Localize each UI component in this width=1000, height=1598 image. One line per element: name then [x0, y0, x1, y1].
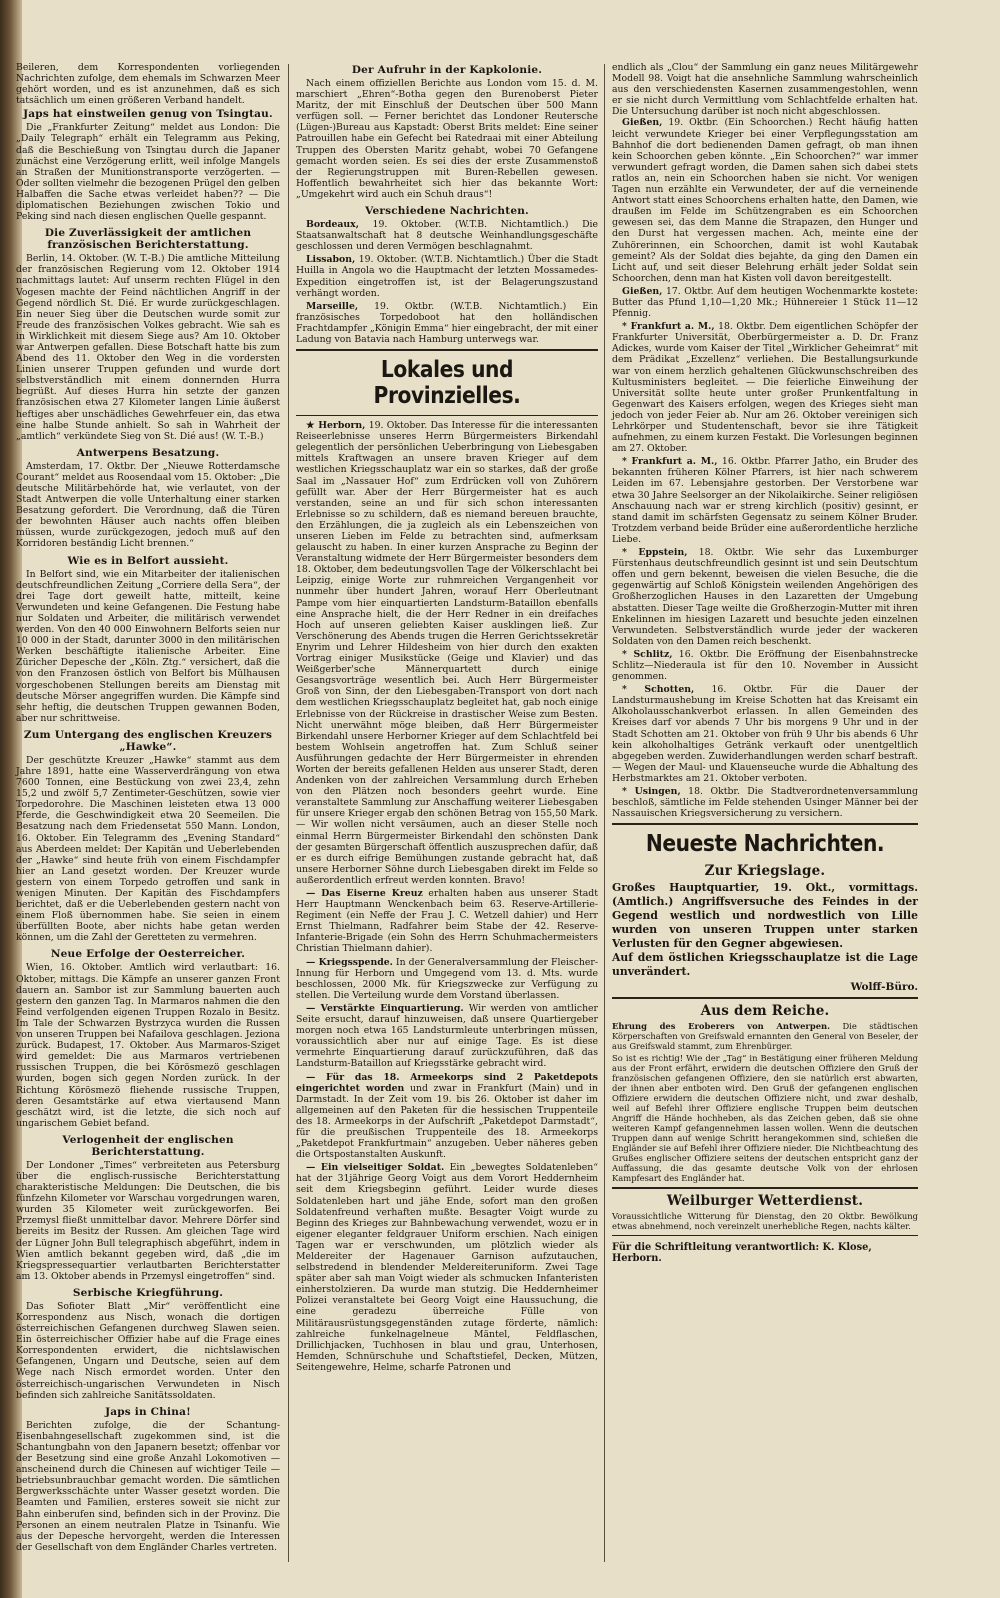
war-report: Großes Hauptquartier, 19. Okt., vormittags. (Amtlich.) Angriffsversuche des Feindes in der Gegend westlich und nordwestlich von Lille wurden von unseren Truppen unter starken Verlusten für den Gegner abgewiesen. [612, 881, 918, 951]
article-heading: Verlogenheit der englischen Berichterstattung. [62, 1133, 234, 1158]
local-banner: Lokales und Provinzielles. [373, 357, 521, 410]
news-dateline: * Frankfurt a. M., [622, 456, 718, 468]
intro-text: Beileren, dem Korrespondenten vorliegenden Nachrichten zufolge, dem ehemals im Schwarzen Meer gehört worden, und es ist anzunehmen, daß es sich tatsächlich um einen größeren Verband handelt. [16, 62, 280, 107]
regional-news [612, 117, 918, 819]
article-heading: Wie es in Belfort aussieht. [67, 554, 229, 567]
news-dateline: * Schotten, [622, 684, 695, 696]
news-dateline: Marseille, [306, 300, 359, 312]
reich-heading: Aus dem Reiche. [700, 1003, 830, 1020]
news-dateline: * Frankfurt a. M., [622, 321, 715, 333]
article [16, 729, 280, 944]
column-rule [288, 64, 289, 1562]
divider [296, 349, 598, 351]
news-item [612, 786, 918, 819]
news-dateline: * Schlitz, [622, 648, 673, 660]
news-text: 19. Oktbr. (Ein Schoorchen.) Recht häufig hatten leicht verwundete Krieger bei einer Verpflegungsstation am Bahnhof die dort bedienenden Damen gefragt, ob man ihnen kein Schoorchen geben könnte. „Ein Schoorchen?“ war immer verwundert gefragt worden, die Damen sahen sich dabei stets ratlos an, nein ein Schoorchen haben sie nicht. Vor wenigen Tagen nun erzählte ein Verwundeter, der auf die verneinende Antwort statt eines Schoorchens erhalten hatte, den Damen, wie draußen im Felde im Schützengraben es ein Schoorchen gewesen sei, das dem Manne die Strapazen, den Hunger und den Durst hat vergessen machen. Ach, meinte eine der Zuhörerinnen, ein Schoorchen, damit ist wohl Kautabak gemeint? Als der Soldat dies bejahte, da ging den Damen ein Licht auf, und seit dieser Belehrung erhält jeder Soldat sein Schoorchen, denn man hat Kisten voll davon bereitgestellt. [612, 117, 918, 284]
column-1 [16, 62, 280, 1558]
article-body: Der Londoner „Times“ verbreiteten aus Petersburg über die englisch-russische Berichterstattung charakteristische Meldungen: Die Deutschen, die bis fünfzehn Kilometer vor Warschau vorgedrungen waren, wurden 35 Kilometer weit zurückgeworfen. Bei Przemysl fließt unmittelbar davor. Mehrere Dörfer sind bereits im Besitz der Russen. Am gleichen Tage wird der Lügner John Bull telegraphisch abgeführt, indem in Wien amtlich bekannt gegeben wird, daß „die im Kriegspressequartier verlautbarten Berichterstatter am 13. Oktober abends in Przemysl eingetroffen“ sind. [16, 1159, 280, 1282]
article [16, 1134, 280, 1282]
news-text: 18. Oktbr. Wie sehr das Luxemburger Fürstenhaus deutschfreundlich gesinnt ist und sein Deutschtum offen und gern bekennt, beweisen die vielen Besuche, die die gegenwärtig auf Schloß Königstein weilenden Angehörigen des Großherzoglichen Hauses in den Lazaretten der Umgebung abstatten. Dieser Tage weilte die Großherzogin-Mutter mit ihren Enkelinnen im hiesigen Lazarett und besuchte jeden einzelnen Verwundeten. Selbstverständlich wurde jeder der wackeren Soldaten von den Damen reich beschenkt. [612, 547, 918, 647]
news-dateline: — Für das 18. Armeekorps sind 2 Paketdepots eingerichtet worden [296, 1071, 598, 1094]
article-heading: Die Zuverlässigkeit der amtlichen französischen Berichterstattung. [44, 227, 252, 252]
news-text: 18. Oktbr. Dem eigentlichen Schöpfer der Frankfurter Universität, Oberbürgermeister a. D. Dr. Franz Adickes, wurde vom Kaiser der Titel „Wirklicher Geheimrat“ mit dem Prädikat „Exzellenz“ verliehen. Die Bestallungsurkunde war von einem herzlich gehaltenen Glückwunschschreiben des Kultusministers begleitet. — Die feierliche Einweihung der Universität sollte heute unter großer Prunkentfaltung in Gegenwart des Kaisers erfolgen, wegen des Krieges sieht man jedoch von jeder Feier ab. Nur am 26. Oktober vereinigen sich Lehrkörper und Studentenschaft, bevor sie ihre Tätigkeit aufnehmen, zu einem kurzen Festakt. Die Vorlesungen beginnen am 27. Oktober. [612, 321, 918, 455]
news-dateline: Gießen, [622, 285, 663, 297]
article-body: Die „Frankfurter Zeitung“ meldet aus London: Die „Daily Telegraph“ erhält ein Telegramm aus Peking, daß die Beschießung von Tsingtau durch die Japaner zunächst eine Verzögerung erlitt, weil infolge Mangels an Straßen der Munitionstransporte verzögerten. — Oder sollten vielmehr die bezogenen Prügel den gelben Halbaffen die Sache etwas verleidet haben?? — Die diplomatischen Beziehungen zwischen Tokio und Peking sind nach diesen englischen Quelle gespannt. [16, 122, 280, 223]
news-dateline: — Kriegsspende. [306, 956, 393, 968]
weather-text: Voraussichtliche Witterung für Dienstag, den 20 Oktbr. Bewölkung etwas abnehmend, noch vereinzelt unerhebliche Regen, nachts kälter. [612, 1211, 918, 1232]
news-text: erhalten haben aus unserer Stadt Herr Hauptmann Wenckenbach beim 63. Reserve-Artillerie-Regiment (ein Neffe der Frau J. C. Wetzell dahier) und Herr Ernst Thielmann, Radfahrer beim Stabe der 42. Reserve-Infanterie-Brigade (ein Sohn des Herrn Schuhmachermeisters Christian Thielmann dahier). [296, 888, 598, 955]
article-body: Das Sofioter Blatt „Mir“ veröffentlicht eine Korrespondenz aus Nisch, wonach die dortigen österreichischen Gefangenen durchweg Slawen seien. Ein österreichischer Offizier habe auf die Frage eines Korrespondenten erwidert, die nichtslawischen Gefangenen, Ungarn und Deutsche, seien auf dem Wege nach Nisch ermordet worden. Unter den österreichisch-ungarischen Verwundeten in Nisch befinden sich zahlreiche Sanitätssoldaten. [16, 1300, 280, 1401]
news-text: 16. Oktbr. Die Eröffnung der Eisenbahnstrecke Schlitz—Niederaula ist für den 10. November in Aussicht genommen. [612, 648, 919, 683]
column-rule [604, 64, 605, 1562]
misc-news [296, 219, 598, 345]
column-2-top-articles [296, 64, 598, 200]
divider [296, 415, 598, 416]
column-1-articles [16, 108, 280, 1553]
news-item [612, 649, 918, 682]
divider [612, 823, 918, 825]
reich-article: So ist es richtig! Wie der „Tag“ in Bestätigung einer früheren Meldung aus der Front erfährt, erwidern die deutschen Offiziere den Gruß der französischen gefangenen Offiziere, den sie natürlich erst abwarten, der ihnen aber entboten wird. Den Gruß der gefangenen englischen Offiziere erwidern die deutschen Offiziere nicht, und zwar deshalb, weil auf Befehl ihrer Offiziere englische Truppen beim deutschen Angriff die Hände hochheben, als das Zeichen geben, daß sie ohne weiteren Kampf gefangennehmen lassen wollen. Wenn die deutschen Truppen dann auf wenige Schritt herangekommen sind, schießen die Engländer sie auf Befehl ihrer Offiziere nieder. Die Nichtbeachtung des Grußes englischer Offiziere seitens der deutschen entspricht ganz der Auffassung, die das gesamte deutsche Volk von der ehrlosen Kampfesart des Engländer hat. [612, 1053, 918, 1184]
news-text: und zwar in Frankfurt (Main) und in Darmstadt. In der Zeit vom 19. bis 26. Oktober ist daher im allgemeinen auf den Paketen für die hessischen Truppenteile des 18. Armeekorps in der Aufschrift „Paketdepot Darmstadt“, für die preußischen Truppenteile des 18. Armeekorps „Paketdepot Frankfurtmain“ anzugeben. Ueber näheres geben die Ortspostanstalten Auskunft. [296, 1082, 598, 1161]
article-heading: Serbische Kriegführung. [72, 1286, 224, 1299]
continued-text: endlich als „Clou“ der Sammlung ein ganz neues Militärgewehr Modell 98. Voigt hat die ansehnliche Sammlung wahrscheinlich aus den verschiedensten Kasernen zusammengestohlen, wenn er sie nicht durch Vermittlung vom Schlachtfelde erhalten hat. Die Untersuchung darüber ist noch nicht abgeschlossen. [612, 62, 918, 118]
news-item [296, 1162, 598, 1373]
news-text: 19. Oktober. Das Interesse für die interessanten Reiseerlebnisse unseres Herrn Bürgermeisters Birkendahl gelegentlich der persönlichen Ueberbringung von Liebesgaben mittels Kraftwagen an unsere braven Krieger auf dem westlichen Kriegsschauplatz war ein so starkes, daß der große Saal im „Nassauer Hof“ zum Erdrücken voll von Zuhörern gefüllt war. Aber der Herr Bürgermeister hat es auch verstanden, seine an und für sich schon interessanten Erlebnisse so zu schildern, daß es niemand bereuen brauchte, den Erzählungen, die ja zugleich als ein Lebenszeichen von unseren Lieben im Felde zu betrachten sind, aufmerksam gelauscht zu haben. In einer kurzen Ansprache zu Beginn der Veranstaltung widmete der Herr Bürgermeister besonders dem 18. Oktober, dem bedeutungsvollen Tage der Völkerschlacht bei Leipzig, einige Worte zur ruhmreichen Vergangenheit vor nunmehr über hundert Jahren, worauf Herr Oberleutnant Pampe vom hier einquartierten Landsturm-Bataillon ebenfalls eine Ansprache hielt, die der Herr Redner in ein dreifaches Hoch auf unseren geliebten Kaiser ausklingen ließ. Zur Verschönerung des Abends trugen die Herren Gerichtssekretär Enyrim und Lehrer Hildesheim von hier durch den exakten Vortrag einiger Musikstücke (Geige und Klavier) und das Weißgerber'sche Männerquartett durch einige Gesangsvorträge wesentlich bei. Auch Herr Bürgermeister Groß von Sinn, der den Liebesgaben-Transport von dort nach dem westlichen Kriegsschauplatz begleitet hat, gab noch einige Erlebnisse von der Rückreise in drastischer Weise zum Besten. Nicht unerwähnt möge bleiben, daß Herr Bürgermeister Birkendahl unsere Herborner Krieger auf dem Schlachtfeld bei bestem Wohlsein angetroffen hat. Zum Schluß seiner Ausführungen gedachte der Herr Bürgermeister in ehrenden Worten der bereits gefallenen Helden aus unserer Stadt, deren Andenken von der zahlreichen Versammlung durch Erheben von den Plätzen noch besonders geehrt wurde. Eine veranstaltete Sammlung zur Anschaffung weiterer Liebesgaben für unsere Krieger ergab den schönen Betrag von 155,50 Mark. — Wir wollen nicht versäumen, auch an dieser Stelle noch einmal Herrn Bürgermeister Birkendahl den schönsten Dank der gesamten Bürgerschaft öffentlich auszusprechen dafür, daß er es durch eifrige Bemühungen zustande gebracht hat, daß unsere Herborner Söhne durch Liebesgaben direkt im Felde so außerordentlich erfreut werden konnten. Bravo! [296, 420, 598, 886]
news-item [612, 547, 918, 647]
news-dateline: ★ Herborn, [306, 420, 366, 432]
war-signoff: Wolff-Büro. [850, 981, 918, 994]
divider [612, 1235, 918, 1236]
news-text: 18. Oktbr. Die Stadtverordnetenversammlung beschloß, sämtliche im Felde stehenden Usinger Männer bei der Nassauischen Kriegsversicherung zu versichern. [612, 786, 918, 820]
news-text: 19. Oktbr. (W.T.B. Nichtamtlich.) Ein französisches Torpedoboot hat den holländischen Frachtdampfer „Königin Emma“ hier eingebracht, der mit einer Ladung von Batavia nach Hamburg unterwegs war. [296, 300, 598, 345]
article-body: Berlin, 14. Oktober. (W. T.-B.) Die amtliche Mitteilung der französischen Regierung vom 12. Oktober 1914 nachmittags lautet: Auf unserm rechten Flügel in den Vogesen machte der Feind nächtlichen Angriff in der Gegend nördlich St. Dié. Er wurde zurückgeschlagen. Ein neuer Sieg über die Deutschen wurde somit zur Freude des französischen Volkes gebracht. Wie sah es in Wirklichkeit mit diesem Siege aus? Am 10. Oktober war Antwerpen gefallen. Diese Botschaft hatte bis zum Abend des 11. Oktober den Weg in die vordersten Linien unserer Truppen gefunden und wurde dort selbstverständlich mit einem donnernden Hurra begrüßt. Auf dieses Hurra hin setzte der ganzen französischen etwa 27 Kilometer langen Linie äußerst heftiges aber unschädliches Gewehrfeuer ein, das etwa eine halbe Stunde anhielt. So sah in Wahrheit der „amtlich“ verkündete Sieg von St. Dié aus! (W. T.-B.) [16, 253, 280, 442]
news-dateline: Lissabon, [306, 254, 356, 266]
news-item [296, 1072, 598, 1161]
news-text: Wir werden von amtlicher Seite ersucht, darauf hinzuweisen, daß unsere Quartiergeber morgen noch etwa 165 Landsturmleute unterbringen müssen, voraussichtlich aber nur auf einige Tage. Es ist diese vermehrte Einquartierung darauf zurückzuführen, daß das Landsturm-Bataillon auf Kriegsstärke gebracht wird. [296, 1002, 598, 1070]
news-dateline: Gießen, [622, 117, 663, 129]
article-heading: Neue Erfolge der Oesterreicher. [50, 948, 246, 961]
news-text: 16. Oktbr. Für die Dauer der Landsturmaushebung im Kreise Schotten hat das Kreisamt ein Alkoholausschankverbot erlassen. In allen Gemeinden des Kreises darf vor abends 7 Uhr bis morgens 9 Uhr und in der Stadt Schotten am 21. Oktober von früh 9 Uhr bis abends 6 Uhr kein alkoholhaltiges Getränk verkauft oder unentgeltlich abgegeben werden. Zuwiderhandlungen werden scharf bestraft. — Wegen der Maul- und Klauenseuche wurde die Abhaltung des Herbstmarktes am 21. Oktober verboten. [612, 684, 918, 784]
news-item [612, 684, 918, 784]
news-dateline: — Das Eiserne Kreuz [306, 888, 423, 899]
article-heading: Japs in China! [105, 1405, 191, 1418]
war-heading: Zur Kriegslage. [704, 863, 826, 880]
local-news [296, 420, 598, 1373]
news-dateline: Bordeaux, [306, 219, 359, 231]
war-report-2: Auf dem östlichen Kriegsschauplatze ist die Lage unverändert. [612, 951, 918, 979]
news-text: Ein „bewegtes Soldatenleben“ hat der 31jährige Georg Voigt aus dem Vorort Heddernheim seit dem Kriegsbeginn geführt. Leider wurde dieses Soldatenleben hart und jähe Ende, sofort man den großen Soldatenfreund verhaften mußte. Besagter Voigt wurde zu Beginn des Krieges zur Bahnbewachung verwendet, wozu er in eigener eleganter feldgrauer Uniform erschien. Nach einigen Tagen war er verschwunden, um plötzlich wieder als Meldereiter der Hagenauer Garnison aufzutauchen, selbstredend in blendender Meldereiteruniform. Zwei Tage später aber sah man Voigt wieder als schmucken Infanteristen einherstolzieren. Da wurde man stutzig. Die Heddernheimer Polizei veranstaltete bei Georg Voigt eine Haussuchung, die eine geradezu überreiche Fülle von Militärausrüstungsgegenständen zutage förderte, nämlich: zahlreiche funkelnagelneue Mäntel, Feldflaschen, Drillichjacken, Tuchhosen in blau und grau, Unterhosen, Hemden, Schnürschuhe und Schaftstiefel, Decken, Mützen, Seitengewehre, Helme, scharfe Patronen und [296, 1162, 598, 1373]
column-3 [612, 62, 918, 1264]
article [16, 447, 280, 550]
news-dateline: * Usingen, [622, 786, 681, 797]
news-dateline: — Verstärkte Einquartierung. [306, 1002, 464, 1014]
news-item [296, 301, 598, 345]
news-item [296, 420, 598, 886]
news-item [296, 957, 598, 1001]
news-item [296, 1003, 598, 1070]
article-body: Berichten zufolge, die der Schantung-Eisenbahngesellschaft zugekommen sind, ist die Schantungbahn von den Japanern besetzt; offenbar vor der Besetzung sind eine große Anzahl Lokomotiven — anscheinend durch die Chinesen auf wichtiger Teile — betriebsunbrauchbar gemacht worden. Die sämtlichen Bergwerksschächte unter Wasser gesetzt worden. Die Beamten und Familien, ersteres soweit sie nicht zur Bahn einberufen sind, befinden sich in der Provinz. Die Personen an einem neutralen Platze in Tsinanfu. Wie aus der Depesche hervorgeht, werden die Interessen der Gesellschaft von dem Engländer Charles vertreten. [16, 1419, 280, 1553]
news-item [296, 254, 598, 298]
article-heading: Der Aufruhr in der Kapkolonie. [351, 64, 543, 76]
news-dateline: — Ein vielseitiger Soldat. [306, 1162, 445, 1174]
article [16, 227, 280, 442]
article [16, 1287, 280, 1401]
column-2 [296, 62, 598, 1375]
article-heading: Japs hat einstweilen genug von Tsingtau. [23, 108, 273, 121]
article [16, 108, 280, 222]
news-text: 19. Oktober. (W.T.B. Nichtamtlich.) Die Staatsanwaltschaft hat 8 deutsche Weinhandlungsgeschäfte geschlossen und deren Vermögen beschlagnahmt. [296, 219, 598, 253]
article [16, 1406, 280, 1553]
article-heading: Zum Untergang des englischen Kreuzers „Hawke“. [23, 728, 273, 753]
article-body: Wien, 16. Oktober. Amtlich wird verlautbart: 16. Oktober, mittags. Die Kämpfe an unserer ganzen Front dauern an. Sambor ist zur Sammlung bauerten auch gestern den ganzen Tag. In Marmaros nahmen die den Feind verfolgenden eigenen Truppen Rozalo in Besitz. Im Tale der Schwarzen Bystrzyca wurden die Russen von unseren Truppen bei Nafailova geschlagen. Jeziona zurück. Budapest, 17. Oktober. Aus Marmaros-Sziget wird gemeldet: Die aus Marmaros vertriebenen russischen Truppen, die bei Körösmezö geschlagen wurden, bogen sich gegen Norden zurück. In der Richtung Körösmezö fliehende russische Truppen, deren Gesamtstärke auf etwa viertausend Mann geschätzt wird, ist die letzte, die sich noch auf ungarischem Gebiet befand. [16, 962, 280, 1129]
divider [612, 1187, 918, 1189]
article-body: Der geschützte Kreuzer „Hawke“ stammt aus dem Jahre 1891, hatte eine Wasserverdrängung von etwa 7600 Tonnen, eine Bestückung von zwei 23,4, zehn 15,2 und zwölf 5,7 Zentimeter-Geschützen, sowie vier Torpedorohre. Die Maschinen leisteten etwa 13 000 Pferde, die Geschwindigkeit etwa 20 Seemeilen. Die Besatzung nach dem Friedensetat 550 Mann. London, 16. Oktober. Ein Telegramm des „Evening Standard“ aus Aberdeen meldet: Der Kapitän und Ueberlebenden der „Hawke“ sind heute früh von einem Fischdampfer hier an Land gesetzt worden. Der Kreuzer wurde gestern von einem Torpedo getroffen und sank in wenigen Minuten. Der Kapitän des Fischdampfers berichtet, daß er die Ueberlebenden gestern nacht von einem Floß übernommen habe. Sie seien in einem überfüllten Boote, aber nichts habe getan werden können, um die Zahl der Geretteten zu vermehren. [16, 754, 280, 944]
news-item [612, 456, 918, 545]
article-heading: Antwerpens Besatzung. [76, 446, 220, 459]
misc-heading: Verschiedene Nachrichten. [365, 205, 529, 218]
article [16, 948, 280, 1128]
news-item [612, 117, 918, 283]
news-text: 16. Oktbr. Pfarrer Jatho, ein Bruder des bekannten früheren Kölner Pfarrers, ist hier nach schwerem Leiden im 67. Lebensjahre gestorben. Der Verstorbene war etwa 30 Jahre Seelsorger an der Nikolaikirche. Seiner religiösen Anschauung nach war er streng kirchlich (positiv) gesinnt, er stand damit im schärfsten Gegensatz zu seinem Kölner Bruder. Trotzdem verband beide Brüder eine außerordentliche herzliche Liebe. [612, 456, 918, 545]
reich-sub: Ehrung des Eroberers von Antwerpen. Die städtischen Körperschaften von Greifswald ernannten den General von Beseler, der aus Greifswald stammt, zum Ehrenbürger. [612, 1021, 918, 1052]
divider [612, 997, 918, 999]
article-body: Nach einem offiziellen Berichte aus London vom 15. d. M. marschiert „Ehren“-Botha gegen den Burenoberst Pieter Maritz, der mit Einschluß der Deutschen über 500 Mann verfügen soll. — Ferner berichtet das Londoner Reutersche (Lügen-)Bureau aus Kapstadt: Oberst Brits meldet: Eine seiner Patrouillen habe ein Gefecht bei Ratedraai mit einer Abteilung Truppen des Obersten Maritz gehabt, wobei 70 Gefangene gemacht worden seien. Es sei dies der erste Zusammenstoß der Regierungstruppen mit Buren-Rebellen gewesen. Hoffentlich bewahrheitet sich hier das bekannte Wort: „Umgekehrt wird auch ein Schuh draus“! [296, 78, 598, 200]
editor-credit: Für die Schriftleitung verantwortlich: K. Klose, Herborn. [612, 1242, 872, 1265]
article-body: In Belfort sind, wie ein Mitarbeiter der italienischen deutschfreundlichen Zeitung „Corriere della Sera“, der drei Tage dort geweilt hatte, mitteilt, keine Verwundeten und keine Gefangenen. Die Festung habe nur Soldaten und Arbeiter, die militärisch verwendet werden. Von den 40 000 Einwohnern Belforts seien nur 10 000 in der Stadt, darunter 3000 in den militärischen Werken beschäftigte italienische Arbeiter. Eine Züricher Depesche der „Köln. Ztg.“ versichert, daß die von den Franzosen östlich von Belfort bis Mülhausen vorgeschobenen Stellungen bereits am Dienstag mit deutsche Mörser angegriffen wurden. Die Kämpfe sind sehr heftig, die deutschen Truppen gewannen Boden, aber nur schrittweise. [16, 568, 280, 724]
news-item [296, 219, 598, 252]
news-text: 19. Oktober. (W.T.B. Nichtamtlich.) Über die Stadt Huilla in Angola wo die Hauptmacht der letzten Mossamedes-Expedition eingetroffen ist, ist der Belagerungszustand verhängt worden. [296, 254, 598, 299]
article-body: Amsterdam, 17. Oktbr. Der „Nieuwe Rotterdamsche Courant“ meldet aus Roosendaal vom 15. Oktober: „Die deutsche Militärbehörde hat, wie verlautet, von der Stadt Antwerpen die volle Unterhaltung einer starken Besatzung gefordert. Die Verordnung, daß die Türen der bewohnten Häuser auch nachts offen bleiben müssen, wurde zurückgezogen, jedoch muß auf den Korridoren beständig Licht brennen.“ [16, 460, 280, 550]
news-text: 17. Oktbr. Auf dem heutigen Wochenmarkte kostete: Butter das Pfund 1,10—1,20 Mk.; Hühnereier 1 Stück 11—12 Pfennig. [612, 285, 918, 320]
news-item [612, 286, 918, 319]
news-item [612, 321, 918, 454]
news-banner: Neueste Nachrichten. [645, 831, 885, 858]
article [16, 555, 280, 724]
article [296, 64, 598, 200]
news-dateline: * Eppstein, [622, 547, 688, 559]
weather-heading: Weilburger Wetterdienst. [666, 1193, 864, 1210]
news-text: In der Generalversammlung der Fleischer-Innung für Herborn und Umgegend vom 13. d. Mts. wurde beschlossen, 2000 Mk. für Kriegszwecke zur Verfügung zu stellen. Die Verteilung wurde dem Vorstand überlassen. [296, 956, 598, 1001]
news-item [296, 888, 598, 955]
